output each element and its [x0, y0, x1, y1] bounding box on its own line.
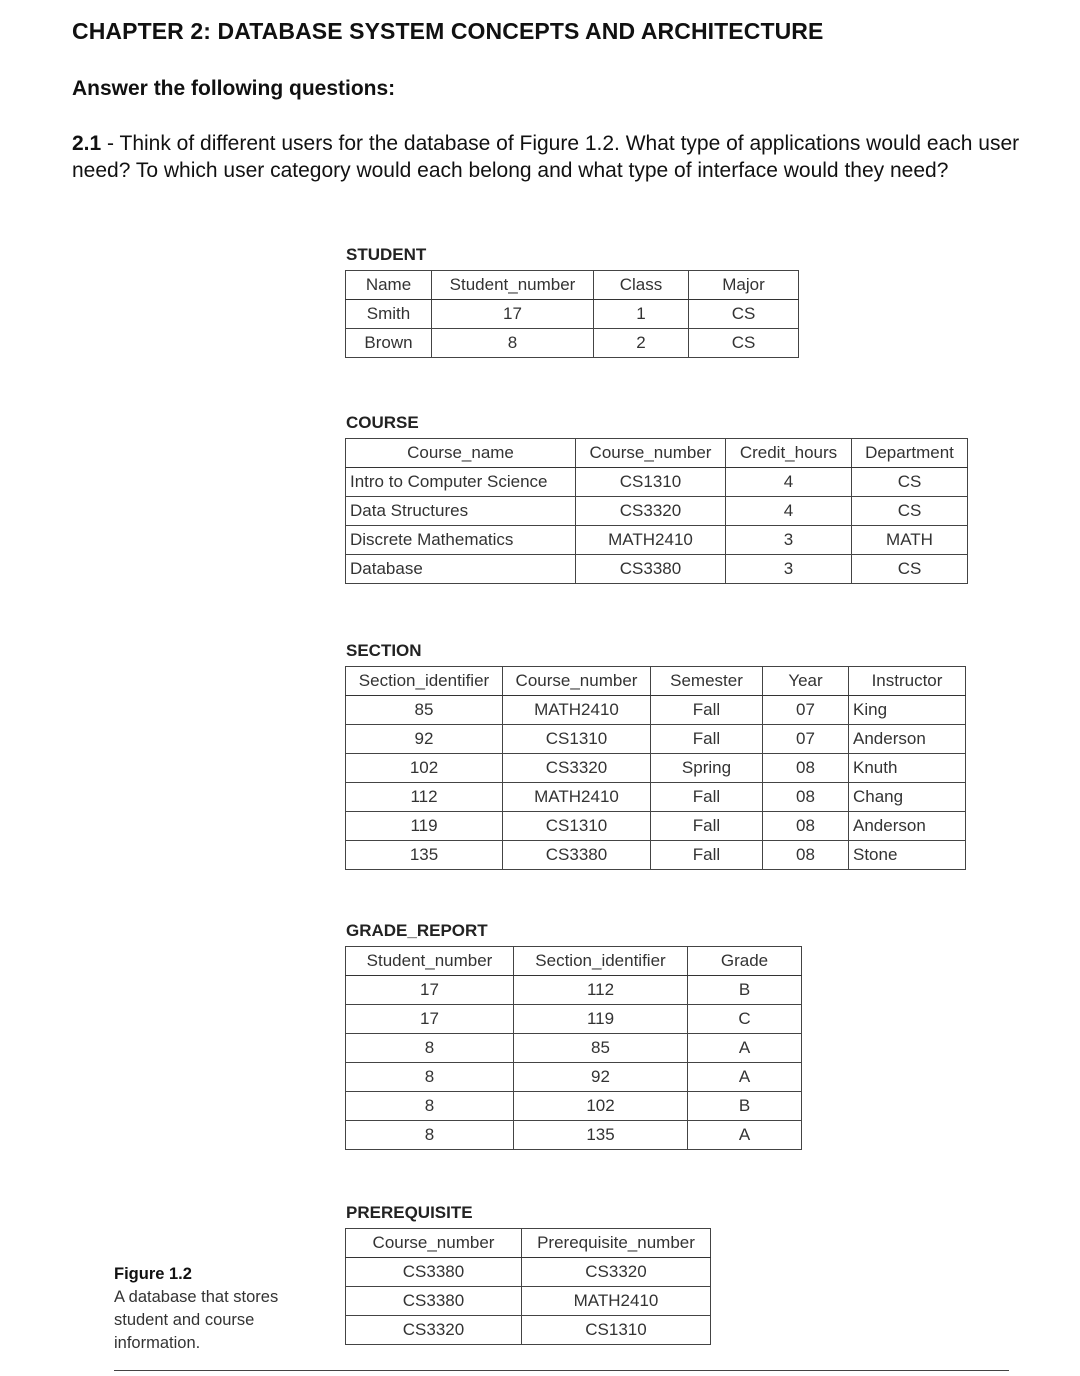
table-row	[346, 725, 966, 754]
table-row	[346, 329, 799, 358]
table-cell: 17	[346, 1005, 514, 1034]
table-row	[346, 783, 966, 812]
table-cell: CS3380	[346, 1258, 522, 1287]
column-header: Course_number	[503, 667, 651, 696]
table-cell: CS	[689, 329, 799, 358]
table-cell: A	[688, 1121, 802, 1150]
table-cell: CS3380	[346, 1287, 522, 1316]
table-cell: 8	[346, 1063, 514, 1092]
grade-report-table	[345, 946, 802, 1150]
column-header: Course_name	[346, 439, 576, 468]
column-header: Course_number	[576, 439, 726, 468]
chapter-title: CHAPTER 2: DATABASE SYSTEM CONCEPTS AND ARCHITECTURE	[72, 18, 824, 44]
table-cell: Anderson	[849, 725, 966, 754]
column-header: Section_identifier	[514, 947, 688, 976]
section-table-title: SECTION	[346, 641, 422, 660]
table-cell: Intro to Computer Science	[346, 468, 576, 497]
column-header: Major	[689, 271, 799, 300]
table-cell: CS1310	[576, 468, 726, 497]
table-row	[346, 497, 968, 526]
column-header: Grade	[688, 947, 802, 976]
table-header-row	[346, 1229, 711, 1258]
table-row	[346, 1063, 802, 1092]
table-cell: Fall	[651, 841, 763, 870]
table-cell: 8	[346, 1092, 514, 1121]
table-row	[346, 526, 968, 555]
table-header-row	[346, 271, 799, 300]
table-cell: Anderson	[849, 812, 966, 841]
section-table	[345, 666, 966, 870]
table-cell: CS3320	[522, 1258, 711, 1287]
table-cell: C	[688, 1005, 802, 1034]
column-header: Course_number	[346, 1229, 522, 1258]
table-cell: CS	[689, 300, 799, 329]
table-cell: 92	[514, 1063, 688, 1092]
table-cell: 08	[763, 841, 849, 870]
table-row	[346, 300, 799, 329]
table-cell: B	[688, 976, 802, 1005]
table-cell: MATH2410	[576, 526, 726, 555]
table-row	[346, 754, 966, 783]
figure-label: Figure 1.2	[114, 1265, 192, 1283]
table-header-row	[346, 439, 968, 468]
grade-report-table-title: GRADE_REPORT	[346, 921, 488, 940]
table-cell: 112	[514, 976, 688, 1005]
table-cell: CS	[852, 555, 968, 584]
table-cell: 3	[726, 526, 852, 555]
column-header: Semester	[651, 667, 763, 696]
table-cell: 07	[763, 725, 849, 754]
table-cell: CS3320	[346, 1316, 522, 1345]
course-table-title: COURSE	[346, 413, 419, 432]
table-row	[346, 555, 968, 584]
table-header-row	[346, 667, 966, 696]
table-row	[346, 1005, 802, 1034]
table-cell: 08	[763, 812, 849, 841]
table-cell: 8	[432, 329, 594, 358]
table-cell: MATH2410	[503, 696, 651, 725]
table-cell: 17	[346, 976, 514, 1005]
table-cell: CS	[852, 468, 968, 497]
table-cell: 07	[763, 696, 849, 725]
bottom-divider	[114, 1370, 1009, 1371]
table-cell: 8	[346, 1121, 514, 1150]
table-cell: 8	[346, 1034, 514, 1063]
table-cell: Fall	[651, 783, 763, 812]
table-cell: CS	[852, 497, 968, 526]
prerequisite-table-title: PREREQUISITE	[346, 1203, 473, 1222]
table-cell: CS1310	[522, 1316, 711, 1345]
table-row	[346, 1316, 711, 1345]
student-table-title: STUDENT	[346, 245, 427, 264]
table-cell: A	[688, 1034, 802, 1063]
table-row	[346, 841, 966, 870]
table-cell: Smith	[346, 300, 432, 329]
table-cell: 17	[432, 300, 594, 329]
column-header: Class	[594, 271, 689, 300]
prerequisite-table	[345, 1228, 711, 1345]
table-row	[346, 468, 968, 497]
table-cell: 135	[346, 841, 503, 870]
table-cell: 135	[514, 1121, 688, 1150]
table-cell: CS3320	[576, 497, 726, 526]
column-header: Student_number	[432, 271, 594, 300]
table-cell: 08	[763, 754, 849, 783]
table-cell: Stone	[849, 841, 966, 870]
column-header: Credit_hours	[726, 439, 852, 468]
table-cell: CS3380	[576, 555, 726, 584]
column-header: Year	[763, 667, 849, 696]
table-row	[346, 1121, 802, 1150]
table-cell: 4	[726, 468, 852, 497]
column-header: Department	[852, 439, 968, 468]
table-cell: Spring	[651, 754, 763, 783]
student-table	[345, 270, 799, 358]
table-row	[346, 1287, 711, 1316]
table-cell: 119	[346, 812, 503, 841]
table-cell: Chang	[849, 783, 966, 812]
table-cell: MATH2410	[522, 1287, 711, 1316]
table-cell: CS1310	[503, 812, 651, 841]
table-header-row	[346, 947, 802, 976]
table-cell: Fall	[651, 696, 763, 725]
table-cell: Knuth	[849, 754, 966, 783]
table-cell: 08	[763, 783, 849, 812]
table-cell: Discrete Mathematics	[346, 526, 576, 555]
table-cell: 4	[726, 497, 852, 526]
table-row	[346, 1034, 802, 1063]
question-number: 2.1	[72, 132, 102, 155]
table-row	[346, 976, 802, 1005]
table-cell: 92	[346, 725, 503, 754]
table-cell: Fall	[651, 812, 763, 841]
question-2-1	[72, 130, 1032, 184]
table-cell: 85	[514, 1034, 688, 1063]
table-row	[346, 812, 966, 841]
table-cell: 2	[594, 329, 689, 358]
table-cell: CS3320	[503, 754, 651, 783]
table-cell: Fall	[651, 725, 763, 754]
question-text: - Think of different users for the database of Figure 1.2. What type of applications would each user need? To which user category would each belong and what type of interface would they need?	[72, 132, 1020, 182]
table-cell: 102	[514, 1092, 688, 1121]
table-cell: 102	[346, 754, 503, 783]
table-row	[346, 1092, 802, 1121]
course-table	[345, 438, 968, 584]
instructions-heading: Answer the following questions:	[72, 77, 396, 100]
column-header: Student_number	[346, 947, 514, 976]
table-cell: 119	[514, 1005, 688, 1034]
table-cell: 112	[346, 783, 503, 812]
table-cell: Brown	[346, 329, 432, 358]
table-row	[346, 696, 966, 725]
figure-caption	[114, 1263, 314, 1355]
column-header: Instructor	[849, 667, 966, 696]
table-cell: King	[849, 696, 966, 725]
table-cell: Database	[346, 555, 576, 584]
table-cell: MATH2410	[503, 783, 651, 812]
figure-caption-text: A database that stores student and course information.	[114, 1288, 279, 1352]
table-row	[346, 1258, 711, 1287]
table-cell: MATH	[852, 526, 968, 555]
table-cell: 1	[594, 300, 689, 329]
table-cell: B	[688, 1092, 802, 1121]
table-cell: CS1310	[503, 725, 651, 754]
column-header: Name	[346, 271, 432, 300]
table-cell: 85	[346, 696, 503, 725]
table-cell: CS3380	[503, 841, 651, 870]
table-cell: Data Structures	[346, 497, 576, 526]
table-cell: 3	[726, 555, 852, 584]
column-header: Section_identifier	[346, 667, 503, 696]
column-header: Prerequisite_number	[522, 1229, 711, 1258]
table-cell: A	[688, 1063, 802, 1092]
